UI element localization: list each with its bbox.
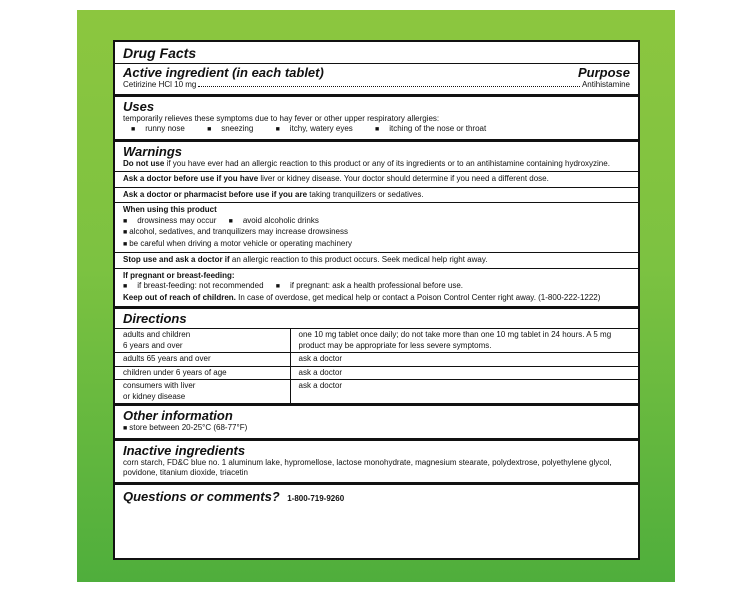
divider (115, 252, 638, 253)
ask-pharmacist-warning: Ask a doctor or pharmacist before use if you are taking tranquilizers or sedatives. (123, 189, 424, 199)
divider (115, 171, 638, 172)
uses-section (115, 97, 638, 142)
when-using-line-1: ■ drowsiness may occur ■ avoid alcoholic drinks (123, 215, 319, 225)
drug-facts-panel (113, 40, 640, 560)
directions-who: adults 65 years and over (115, 353, 290, 367)
list-item: ■ runny nose (131, 124, 185, 133)
drug-facts-title: Drug Facts (123, 45, 197, 61)
warnings-section (115, 142, 638, 310)
inactive-ingredients-list: corn starch, FD&C blue no. 1 aluminum lake, hypromellose, lactose monohydrate, magnesium stearate, polydextrose, polyethylene glycol, povidone, titanium dioxide, triacetin (123, 457, 612, 477)
pregnant-line: ■ if breast-feeding: not recommended ■ if pregnant: ask a health professional before use. (123, 281, 463, 290)
ask-doctor-warning: Ask a doctor before use if you have liver or kidney disease. Your doctor should determine if you need a different dose. (123, 174, 549, 183)
divider (115, 187, 638, 188)
directions-dose: ask a doctor (290, 366, 638, 380)
directions-who: adults and children 6 years and over (115, 329, 290, 353)
table-row (115, 380, 638, 404)
directions-table (115, 328, 638, 403)
list-item: ■ itchy, watery eyes (275, 124, 353, 133)
dot-leader (198, 86, 580, 87)
keep-out-of-reach: Keep out of reach of children. In case of overdose, get medical help or contact a Poison Control Center right away. (1-800-222-1222) (123, 292, 601, 302)
directions-dose: one 10 mg tablet once daily; do not take more than one 10 mg tablet in 24 hours. A 5 mg product may be appropriate for less severe symptoms. (290, 329, 638, 353)
active-ingredient-section (115, 42, 638, 97)
warnings-heading: Warnings (123, 143, 182, 159)
when-using-heading: When using this product (123, 205, 217, 214)
directions-dose: ask a doctor (290, 353, 638, 367)
questions-heading: Questions or comments? (123, 488, 280, 504)
purpose-heading: Purpose (577, 65, 630, 80)
divider (115, 268, 638, 269)
when-using-line-2: ■ alcohol, sedatives, and tranquilizers may increase drowsiness (123, 227, 349, 236)
table-row (115, 366, 638, 380)
uses-intro: temporarily relieves these symptoms due to hay fever or other upper respiratory allergies: (123, 113, 440, 123)
directions-section (115, 309, 638, 406)
directions-heading: Directions (123, 311, 187, 326)
list-item: ■ sneezing (207, 124, 254, 133)
other-information-section (115, 406, 638, 441)
ingredient-name: Cetirizine HCl 10 mg (123, 80, 197, 89)
active-ingredient-heading: Active ingredient (in each tablet) (123, 65, 324, 80)
uses-heading: Uses (123, 98, 155, 114)
pregnant-heading: If pregnant or breast-feeding: (123, 270, 235, 280)
table-row (115, 329, 638, 353)
when-using-line-3: ■ be careful when driving a motor vehicle or operating machinery (123, 238, 353, 248)
divider (115, 202, 638, 203)
do-not-use-warning: Do not use if you have ever had an allergic reaction to this product or any of its ingredients or to an antihistamine containing hydroxyzine. (123, 158, 610, 168)
active-heading-row (115, 63, 638, 80)
list-item: ■ itching of the nose or throat (375, 124, 487, 133)
questions-section (115, 485, 638, 509)
stop-use-warning: Stop use and ask a doctor if an allergic reaction to this product occurs. Seek medical help right away. (123, 255, 488, 264)
ingredient-purpose: Antihistamine (581, 80, 630, 89)
inactive-ingredients-section (115, 441, 638, 485)
ingredient-line (123, 80, 630, 91)
questions-phone: 1-800-719-9260 (287, 493, 345, 503)
directions-dose: ask a doctor (290, 380, 638, 404)
other-information-heading: Other information (123, 408, 233, 423)
inactive-ingredients-heading: Inactive ingredients (123, 442, 246, 458)
uses-list (123, 124, 630, 136)
storage-info: ■ store between 20-25°C (68-77°F) (123, 423, 248, 432)
table-row (115, 353, 638, 367)
directions-who: children under 6 years of age (115, 366, 290, 380)
directions-who: consumers with liver or kidney disease (115, 380, 290, 404)
